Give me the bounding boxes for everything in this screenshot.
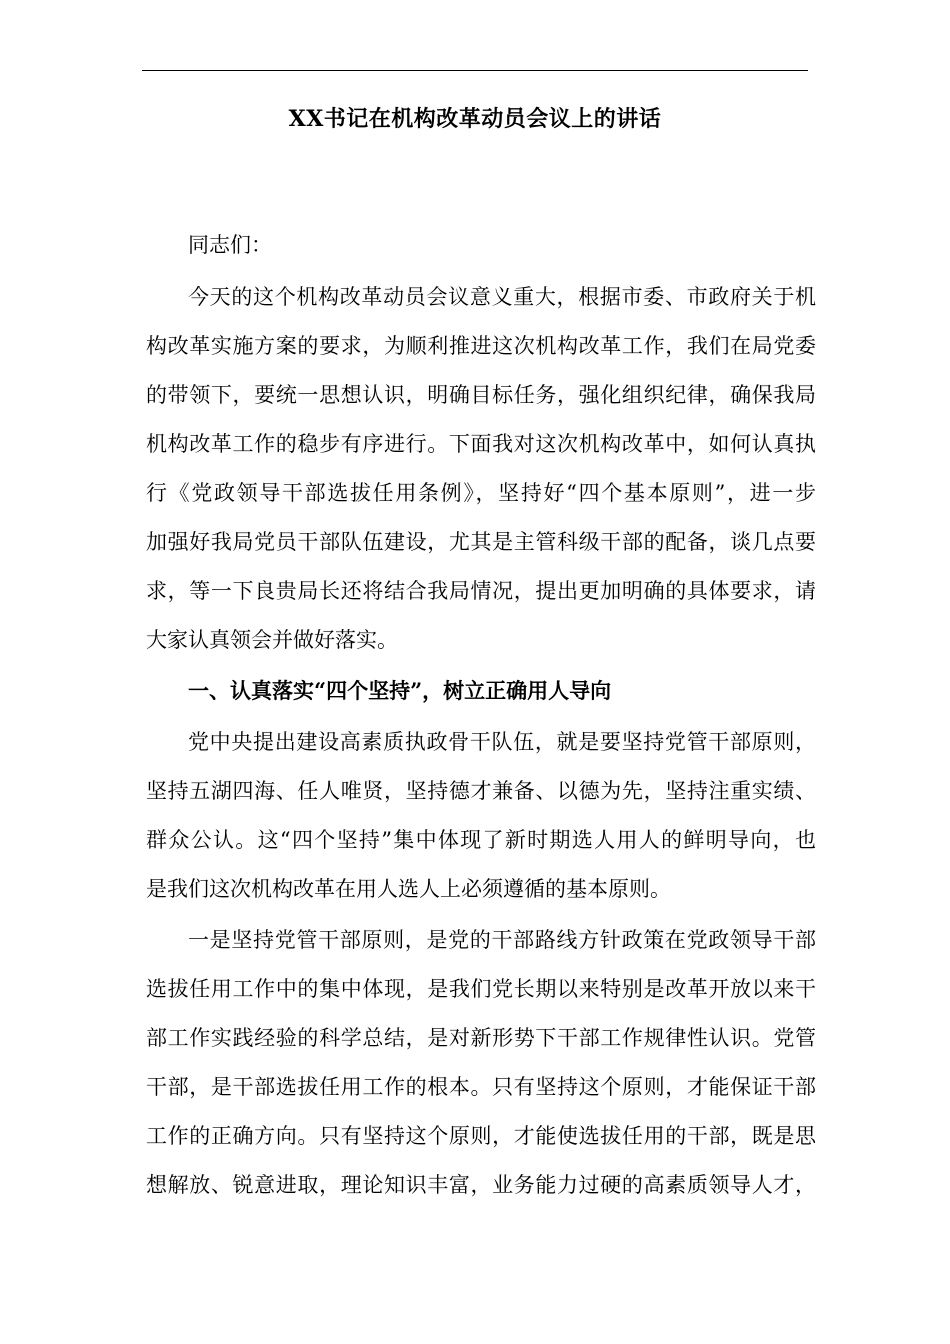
- paragraph-line: 机构改革工作的稳步有序进行。下面我对这次机构改革中，如何认真执: [146, 432, 816, 456]
- paragraph-line: 行《党政领导干部选拔任用条例》，坚持好“四个基本原则”，进一步: [146, 481, 816, 505]
- paragraph-line: 大家认真领会并做好落实。: [146, 628, 398, 652]
- paragraph-line: 党中央提出建设高素质执政骨干队伍，就是要坚持党管干部原则，: [188, 730, 816, 754]
- paragraph-line: 工作的正确方向。只有坚持这个原则，才能使选拔任用的干部，既是思: [146, 1124, 816, 1148]
- paragraph-line: 一是坚持党管干部原则，是党的干部路线方针政策在党政领导干部: [188, 928, 816, 952]
- salutation: 同志们：: [188, 233, 272, 257]
- paragraph-line: 坚持五湖四海、任人唯贤，坚持德才兼备、以德为先，坚持注重实绩、: [146, 779, 816, 803]
- paragraph-line: 构改革实施方案的要求，为顺利推进这次机构改革工作，我们在局党委: [146, 334, 816, 358]
- paragraph-line: 干部，是干部选拔任用工作的根本。只有坚持这个原则，才能保证干部: [146, 1075, 816, 1099]
- paragraph-line: 选拔任用工作中的集中体现，是我们党长期以来特别是改革开放以来干: [146, 977, 816, 1001]
- paragraph-line: 部工作实践经验的科学总结，是对新形势下干部工作规律性认识。党管: [146, 1026, 816, 1050]
- paragraph-line: 的带领下，要统一思想认识，明确目标任务，强化组织纪律，确保我局: [146, 383, 816, 407]
- section-heading: 一、认真落实“四个坚持”，树立正确用人导向: [188, 678, 612, 703]
- document-title: XX书记在机构改革动员会议上的讲话: [288, 106, 662, 132]
- header-rule: [142, 70, 808, 71]
- paragraph-line: 群众公认。这“四个坚持”集中体现了新时期选人用人的鲜明导向，也: [146, 828, 816, 852]
- paragraph-line: 加强好我局党员干部队伍建设，尤其是主管科级干部的配备，谈几点要: [146, 530, 816, 554]
- paragraph-line: 今天的这个机构改革动员会议意义重大，根据市委、市政府关于机: [188, 285, 816, 309]
- paragraph-line: 是我们这次机构改革在用人选人上必须遵循的基本原则。: [146, 877, 671, 901]
- paragraph-line: 求，等一下良贵局长还将结合我局情况，提出更加明确的具体要求，请: [146, 579, 816, 603]
- paragraph-line: 想解放、锐意进取，理论知识丰富，业务能力过硬的高素质领导人才，: [146, 1173, 816, 1197]
